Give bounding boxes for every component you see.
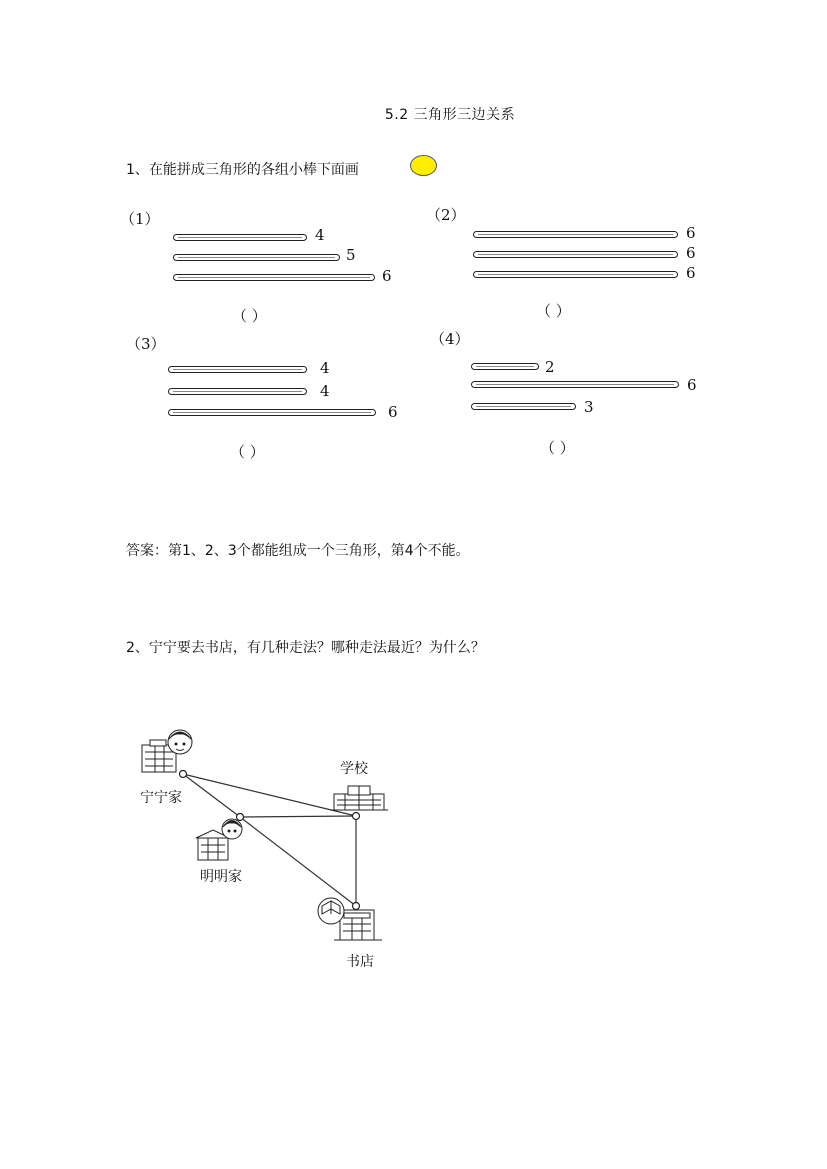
- label-ningning-home: 宁宁家: [140, 790, 182, 806]
- stick-length: 2: [545, 358, 555, 376]
- question-1-text: 1、在能拼成三角形的各组小棒下面画: [126, 162, 359, 178]
- stick-length: 5: [346, 246, 356, 264]
- answer-blank[interactable]: （ ）: [536, 302, 571, 320]
- answer-text: 答案：第1、2、3个都能组成一个三角形，第4个不能。: [126, 543, 470, 559]
- group-label: （3）: [126, 335, 166, 353]
- group-label: （4）: [430, 330, 470, 348]
- question-2-text: 2、宁宁要去书店，有几种走法？哪种走法最近？为什么？: [126, 640, 485, 656]
- stick-length: 6: [687, 376, 697, 394]
- stick-length: 3: [584, 398, 594, 416]
- stick-length: 6: [686, 224, 696, 242]
- stick-length: 6: [686, 244, 696, 262]
- stick-length: 6: [382, 267, 392, 285]
- ningning-house-icon: [142, 730, 192, 772]
- answer-blank[interactable]: （ ）: [230, 443, 265, 461]
- label-school: 学校: [340, 761, 368, 777]
- node-bookstore: [353, 903, 360, 910]
- route-mingming-school: [240, 816, 356, 817]
- answer-blank[interactable]: （ ）: [540, 439, 575, 457]
- stick-length: 4: [320, 382, 330, 400]
- node-ningning: [180, 771, 187, 778]
- stick-length: 4: [315, 226, 325, 244]
- group-label: （1）: [120, 210, 160, 228]
- route-mingming-bookstore: [240, 817, 356, 906]
- stick-length: 4: [320, 359, 330, 377]
- answer-blank[interactable]: （ ）: [232, 307, 267, 325]
- node-school: [353, 813, 360, 820]
- stick-length: 6: [388, 403, 398, 421]
- label-bookstore: 书店: [346, 954, 374, 970]
- mingming-house-icon: [196, 819, 242, 860]
- page-title: 5.2 三角形三边关系: [384, 107, 516, 123]
- group-label: （2）: [426, 206, 466, 224]
- stick-length: 6: [686, 264, 696, 282]
- node-mingming: [237, 814, 244, 821]
- bookstore-building-icon: [318, 898, 382, 940]
- label-mingming-home: 明明家: [200, 869, 242, 885]
- school-building-icon: [330, 786, 388, 810]
